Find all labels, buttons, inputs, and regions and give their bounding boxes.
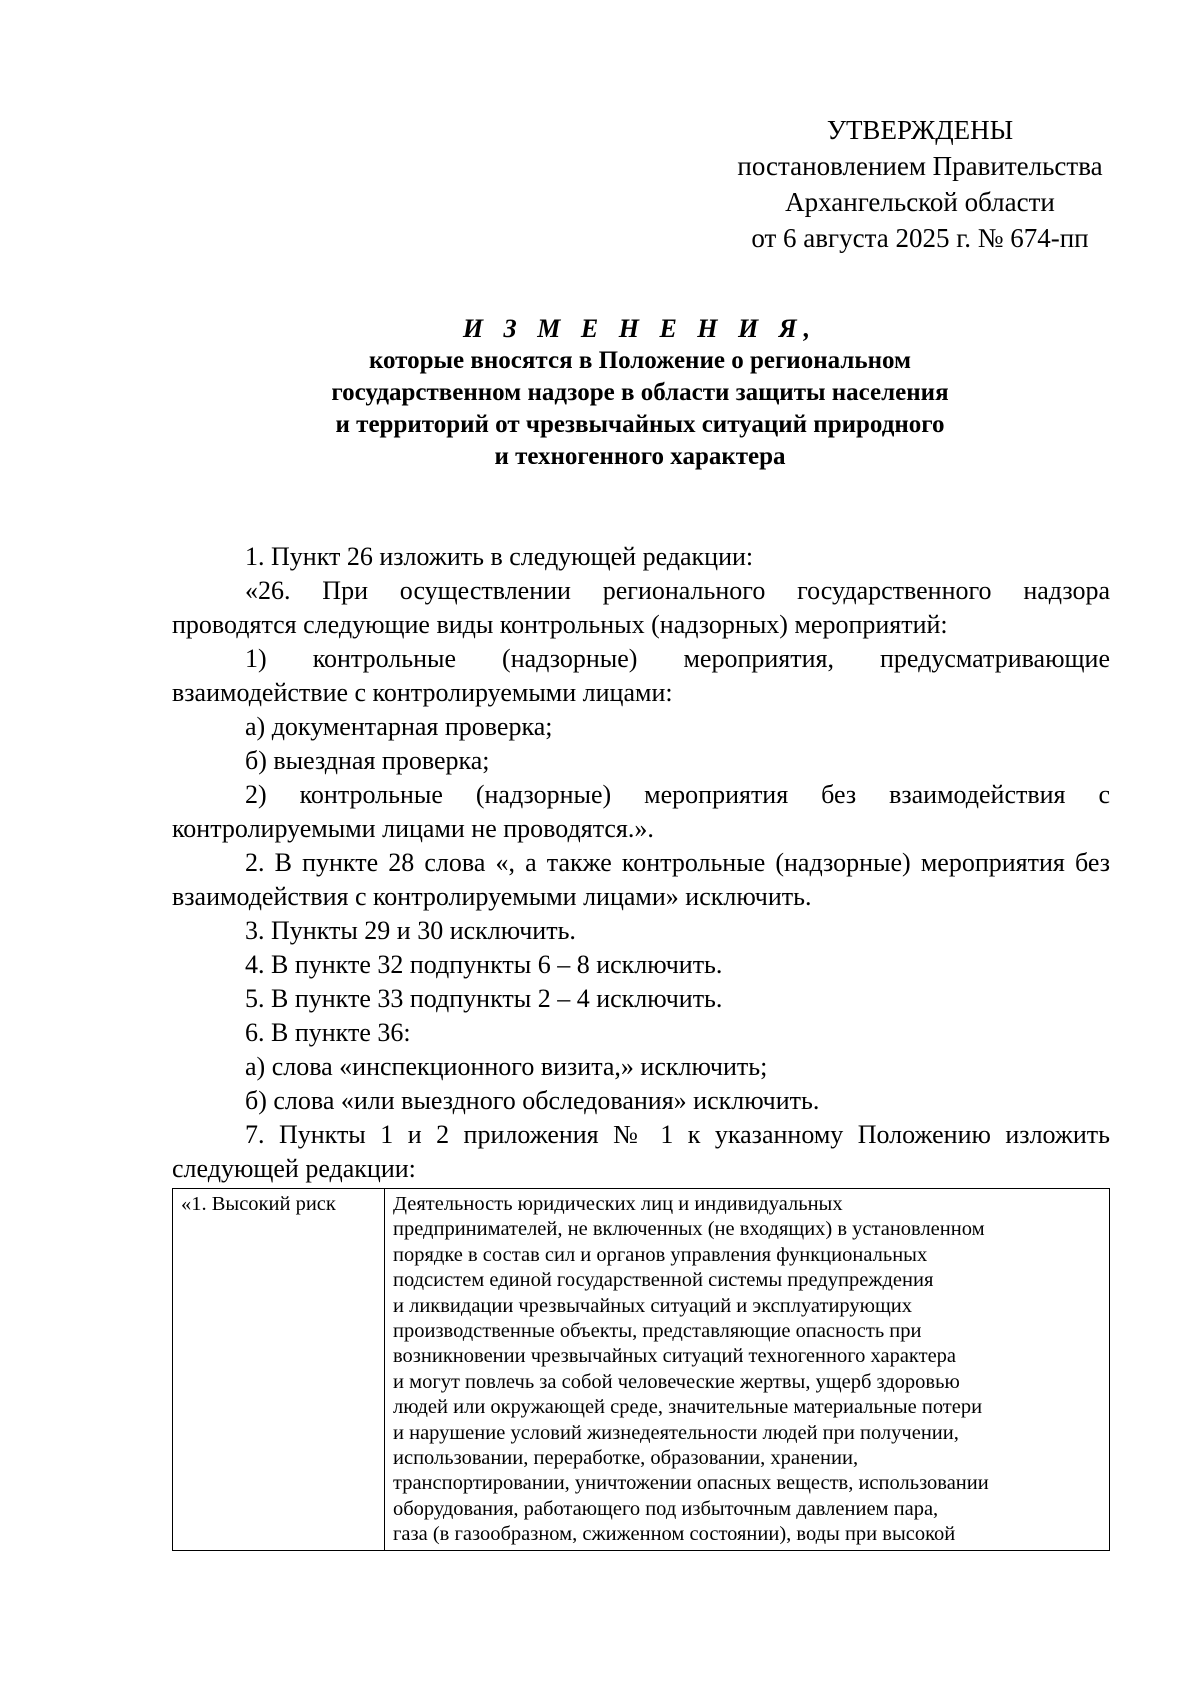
description-line: и нарушение условий жизнедеятельности людей при получении, xyxy=(393,1421,959,1444)
paragraph: 6. В пункте 36: xyxy=(245,1018,411,1047)
title-line: и техногенного характера xyxy=(494,443,786,470)
description-line: Деятельность юридических лиц и индивидуальных xyxy=(393,1193,843,1215)
description-line: порядке в состав сил и органов управления функциональных xyxy=(393,1243,928,1266)
paragraph: 4. В пункте 32 подпункты 6 – 8 исключить. xyxy=(245,950,723,979)
description-line: транспортировании, уничтожении опасных веществ, использовании xyxy=(393,1472,989,1495)
paragraph: 2. В пункте 28 слова «, а также контрольные (надзорные) мероприятия без взаимодействия с контролируемыми лицами» исключить. xyxy=(172,848,1110,911)
table-row xyxy=(173,1189,1110,1551)
paragraph: а) документарная проверка; xyxy=(245,712,553,741)
paragraph: «26. При осуществлении регионального государственного надзора проводятся следующие виды контрольных (надзорных) мероприятий: xyxy=(172,576,1110,639)
description-line: газа (в газообразном, сжиженном состоянии), воды при высокой xyxy=(393,1523,956,1546)
title-heading: И З М Е Н Е Н И Я, xyxy=(462,314,818,343)
approval-line: УТВЕРЖДЕНЫ xyxy=(826,115,1014,145)
paragraph: 1) контрольные (надзорные) мероприятия, предусматривающие взаимодействие с контролируемыми лицами: xyxy=(172,644,1110,707)
document-body xyxy=(172,540,1110,1186)
description-line: людей или окружающей среде, значительные материальные потери xyxy=(393,1396,983,1419)
title-line: государственном надзоре в области защиты населения xyxy=(331,379,949,406)
description-line: возникновении чрезвычайных ситуаций техногенного характера xyxy=(393,1345,957,1368)
paragraph: 2) контрольные (надзорные) мероприятия без взаимодействия с контролируемыми лицами не проводятся.». xyxy=(172,780,1110,843)
description-line: и могут повлечь за собой человеческие жертвы, ущерб здоровью xyxy=(393,1370,960,1393)
risk-category-cell: «1. Высокий риск xyxy=(173,1189,385,1551)
description-line: подсистем единой государственной системы предупреждения xyxy=(393,1269,934,1292)
paragraph: 7. Пункты 1 и 2 приложения № 1 к указанному Положению изложить следующей редакции: xyxy=(172,1120,1110,1183)
description-line: производственные объекты, представляющие опасность при xyxy=(393,1320,922,1343)
risk-description-cell xyxy=(385,1189,1110,1551)
description-line: предпринимателей, не включенных (не входящих) в установленном xyxy=(393,1218,985,1241)
paragraph: 3. Пункты 29 и 30 исключить. xyxy=(245,916,576,945)
title-line: и территорий от чрезвычайных ситуаций природного xyxy=(335,411,945,438)
paragraph: 5. В пункте 33 подпункты 2 – 4 исключить. xyxy=(245,984,723,1013)
approval-line: Архангельской области xyxy=(785,187,1055,217)
document-title xyxy=(170,313,1110,473)
paragraph: а) слова «инспекционного визита,» исключить; xyxy=(245,1052,768,1081)
risk-category-table xyxy=(172,1188,1110,1551)
description-line: и ликвидации чрезвычайных ситуаций и эксплуатирующих xyxy=(393,1294,912,1317)
approval-line: от 6 августа 2025 г. № 674-пп xyxy=(751,223,1089,253)
title-line: которые вносятся в Положение о региональном xyxy=(368,347,912,374)
description-line: использовании, переработке, образовании, хранении, xyxy=(393,1447,859,1470)
paragraph: б) слова «или выездного обследования» исключить. xyxy=(245,1086,820,1115)
approval-line: постановлением Правительства xyxy=(737,151,1103,181)
approval-block xyxy=(730,112,1110,256)
description-line: оборудования, работающего под избыточным давлением пара, xyxy=(393,1497,939,1520)
paragraph: б) выездная проверка; xyxy=(245,746,490,775)
paragraph: 1. Пункт 26 изложить в следующей редакции: xyxy=(245,542,754,571)
